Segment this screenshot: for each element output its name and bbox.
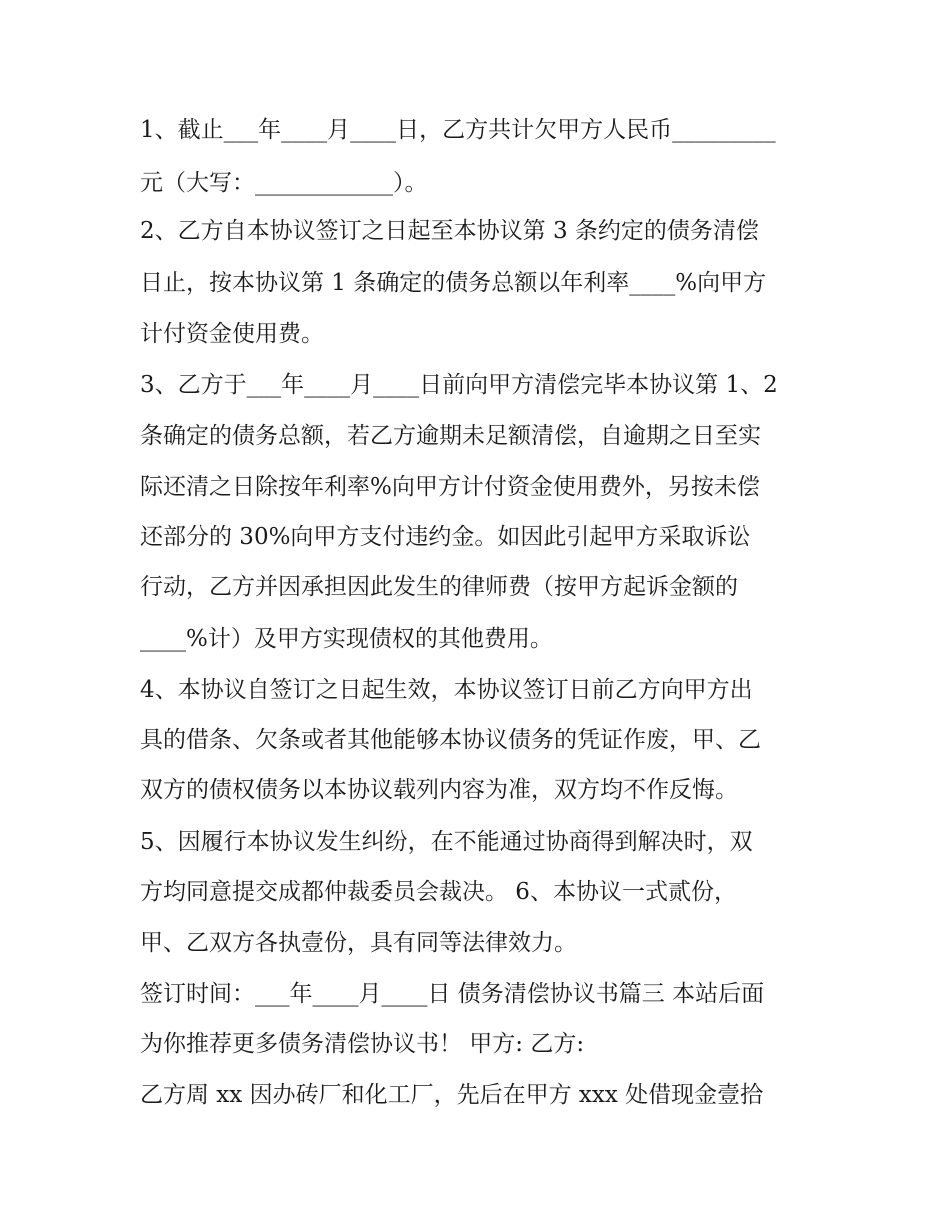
text-line: 际还清之日除按年利率%向甲方计付资金使用费外，另按未偿 xyxy=(140,474,760,500)
text-line: 5、因履行本协议发生纠纷，在不能通过协商得到解决时，双 xyxy=(140,829,753,855)
text-line: 1、截止___年____月____日，乙方共计欠甲方人民币_________ xyxy=(140,117,776,143)
text-line: 元（大写：____________）。 xyxy=(140,170,428,196)
text-line: 签订时间：___年____月____日 债务清偿协议书篇三 本站后面 xyxy=(140,981,765,1007)
text-line: 条确定的债务总额，若乙方逾期未足额清偿，自逾期之日至实 xyxy=(140,423,761,449)
text-line: 4、本协议自签订之日起生效，本协议签订日前乙方向甲方出 xyxy=(140,677,753,703)
text-line: 乙方周 xx 因办砖厂和化工厂，先后在甲方 xxx 处借现金壹拾 xyxy=(140,1082,764,1108)
text-line: 为你推荐更多债务清偿协议书！ 甲方: 乙方: xyxy=(140,1031,585,1057)
text-line: 双方的债权债务以本协议载列内容为准，双方均不作反悔。 xyxy=(140,777,738,803)
text-line: ____%计）及甲方实现债权的其他费用。 xyxy=(140,626,553,652)
text-line: 具的借条、欠条或者其他能够本协议债务的凭证作废，甲、乙 xyxy=(140,727,761,753)
text-line: 还部分的 30%向甲方支付违约金。如因此引起甲方采取诉讼 xyxy=(140,524,751,550)
text-line: 2、乙方自本协议签订之日起至本协议第 3 条约定的债务清偿 xyxy=(140,218,759,244)
text-line: 甲、乙双方各执壹份，具有同等法律效力。 xyxy=(140,930,577,956)
text-line: 方均同意提交成都仲裁委员会裁决。 6、本协议一式贰份， xyxy=(140,879,737,905)
text-line: 3、乙方于___年____月____日前向甲方清偿完毕本协议第 1、2 xyxy=(140,372,778,398)
text-line: 行动，乙方并因承担因此发生的律师费（按甲方起诉金额的 xyxy=(140,574,738,600)
text-line: 日止，按本协议第 1 条确定的债务总额以年利率____%向甲方 xyxy=(140,270,767,296)
text-line: 计付资金使用费。 xyxy=(140,321,324,347)
